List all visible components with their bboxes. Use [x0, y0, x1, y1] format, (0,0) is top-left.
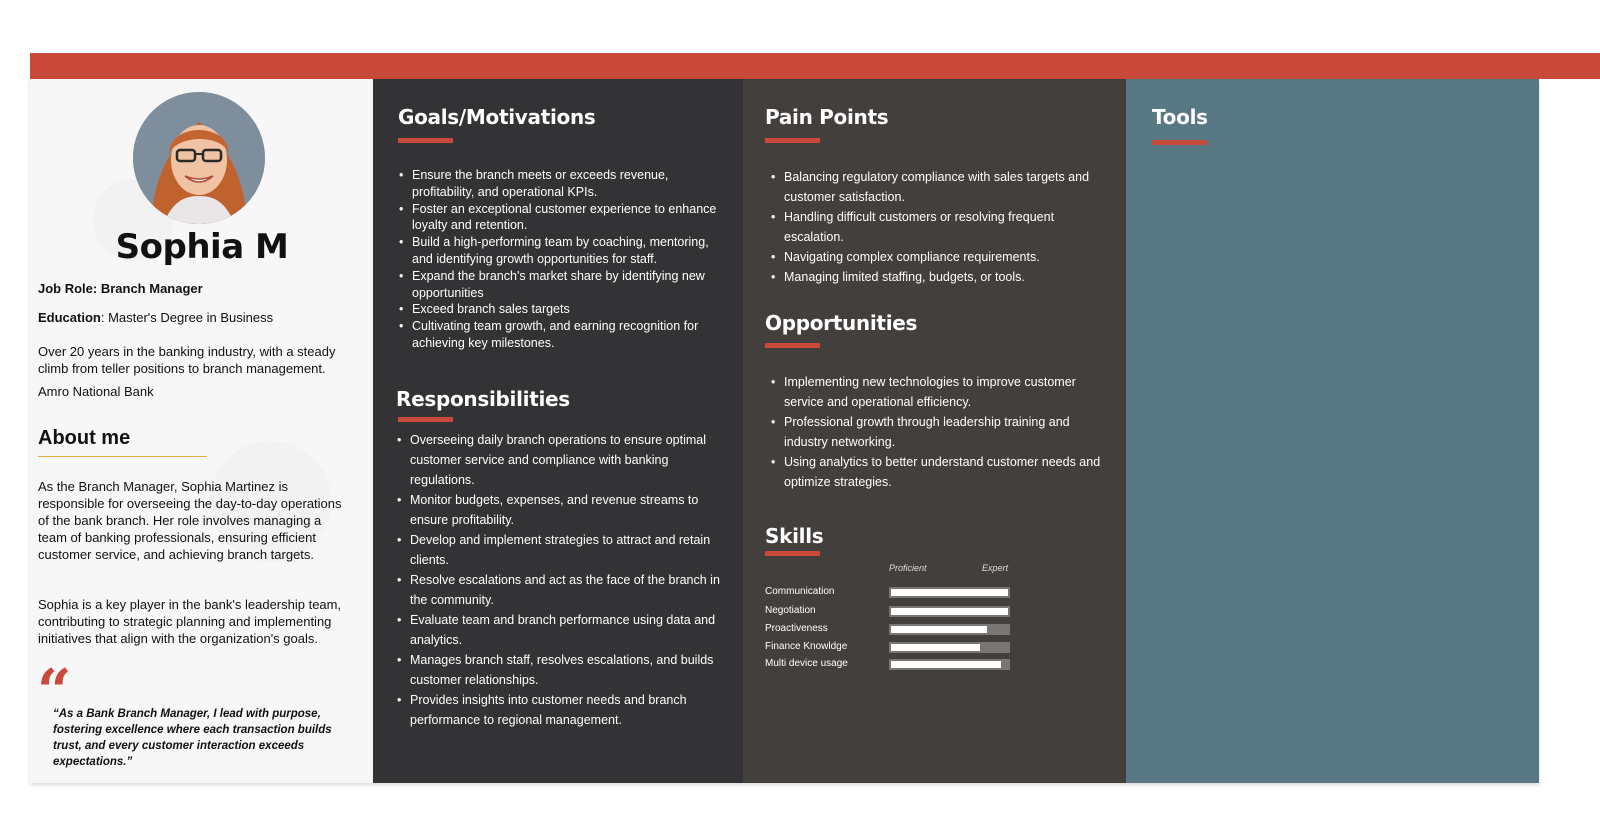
education-label: Education [38, 310, 101, 325]
list-item: • Implementing new technologies to improve customer service and operational efficiency. [784, 372, 1114, 412]
list-item: • Professional growth through leadership training and industry networking. [784, 412, 1114, 452]
tools-rule [1152, 140, 1207, 145]
skills-scale-low: Proficient [889, 563, 927, 573]
about-me-paragraph: As the Branch Manager, Sophia Martinez is responsible for overseeing the day-to-day operations of the bank branch. Her role involves managing a team of banking professionals, ensuring efficient customer service, and achieving branch targets. [38, 479, 342, 562]
responsibilities-rule [398, 417, 453, 422]
skill-bar-fill [891, 589, 1008, 596]
goals-heading: Goals/Motivations [398, 105, 596, 129]
education-value: : Master's Degree in Business [100, 310, 274, 325]
persona-quote: “As a Bank Branch Manager, I lead with purpose, fostering excellence where each transaction builds trust, and every customer interaction exceeds expectations.” [53, 708, 332, 768]
goals-list [398, 167, 730, 352]
list-item: • Provides insights into customer needs and branch performance to regional management. [410, 690, 730, 730]
list-item: • Managing limited staffing, budgets, or tools. [784, 267, 1114, 287]
skills-scale-high: Expert [982, 563, 1009, 573]
goals-column [373, 79, 744, 783]
opportunities-list [770, 372, 1114, 492]
skill-label: Communication [765, 586, 835, 597]
skill-bar-track [889, 624, 1010, 635]
list-item: • Build a high-performing team by coaching, mentoring, and identifying growth opportunities for staff. [412, 234, 730, 268]
profile-column [30, 79, 374, 783]
skill-bar-fill [891, 644, 980, 651]
skill-label: Negotiation [765, 605, 816, 616]
opportunities-heading: Opportunities [765, 311, 918, 335]
skill-bar-track [889, 659, 1010, 670]
tools-heading: Tools [1152, 105, 1208, 129]
skill-bar-track [889, 587, 1010, 598]
list-item: • Evaluate team and branch performance using data and analytics. [410, 610, 730, 650]
education [38, 309, 358, 326]
skill-bar-fill [891, 608, 1008, 615]
skills-rule [765, 551, 820, 556]
job-role: Job Role: Branch Manager [38, 281, 203, 296]
skill-bar-fill [891, 661, 1001, 668]
list-item: • Resolve escalations and act as the face of the branch in the community. [410, 570, 730, 610]
skills-heading: Skills [765, 524, 824, 548]
about-me-paragraph: Sophia is a key player in the bank's leadership team, contributing to strategic planning and implementing initiatives that align with the organization's goals. [38, 597, 342, 646]
avatar [133, 92, 265, 224]
list-item: • Foster an exceptional customer experience to enhance loyalty and retention. [412, 201, 730, 235]
list-item: • Monitor budgets, expenses, and revenue streams to ensure profitability. [410, 490, 730, 530]
responsibilities-list [396, 430, 730, 730]
list-item: • Cultivating team growth, and earning recognition for achieving key milestones. [412, 318, 730, 352]
skill-label: Multi device usage [765, 658, 848, 669]
goals-rule [398, 138, 453, 143]
list-item: • Using analytics to better understand customer needs and optimize strategies. [784, 452, 1114, 492]
list-item: • Handling difficult customers or resolving frequent escalation. [784, 207, 1114, 247]
quote-icon: “ [37, 662, 72, 702]
skill-bar-track [889, 642, 1010, 653]
skill-label: Proactiveness [765, 623, 828, 634]
pain-points-rule [765, 138, 820, 143]
pain-points-list [770, 167, 1114, 287]
persona-card [30, 79, 1539, 783]
list-item: • Develop and implement strategies to attract and retain clients. [410, 530, 730, 570]
experience-summary: Over 20 years in the banking industry, with a steady climb from teller positions to branch management. [38, 344, 336, 376]
about-me-underline [38, 456, 207, 457]
list-item: • Expand the branch's market share by identifying new opportunities [412, 268, 730, 302]
list-item: • Overseeing daily branch operations to ensure optimal customer service and compliance with banking regulations. [410, 430, 730, 490]
avatar-portrait-icon [133, 92, 265, 224]
responsibilities-heading: Responsibilities [396, 387, 570, 411]
list-item: • Navigating complex compliance requirements. [784, 247, 1114, 267]
list-item: • Ensure the branch meets or exceeds revenue, profitability, and operational KPIs. [412, 167, 730, 201]
list-item: • Balancing regulatory compliance with sales targets and customer satisfaction. [784, 167, 1114, 207]
skill-bar-fill [891, 626, 987, 633]
pain-points-column [743, 79, 1126, 783]
about-me-heading: About me [38, 427, 131, 449]
top-accent-bar [30, 53, 1600, 79]
tools-column [1126, 79, 1539, 783]
list-item: • Manages branch staff, resolves escalations, and builds customer relationships. [410, 650, 730, 690]
skill-bar-track [889, 606, 1010, 617]
persona-name: Sophia M [115, 227, 289, 267]
organization-name: Amro National Bank [38, 384, 154, 399]
list-item: • Exceed branch sales targets [412, 301, 730, 318]
pain-points-heading: Pain Points [765, 105, 889, 129]
skill-label: Finance Knowldge [765, 641, 848, 652]
opportunities-rule [765, 343, 820, 348]
